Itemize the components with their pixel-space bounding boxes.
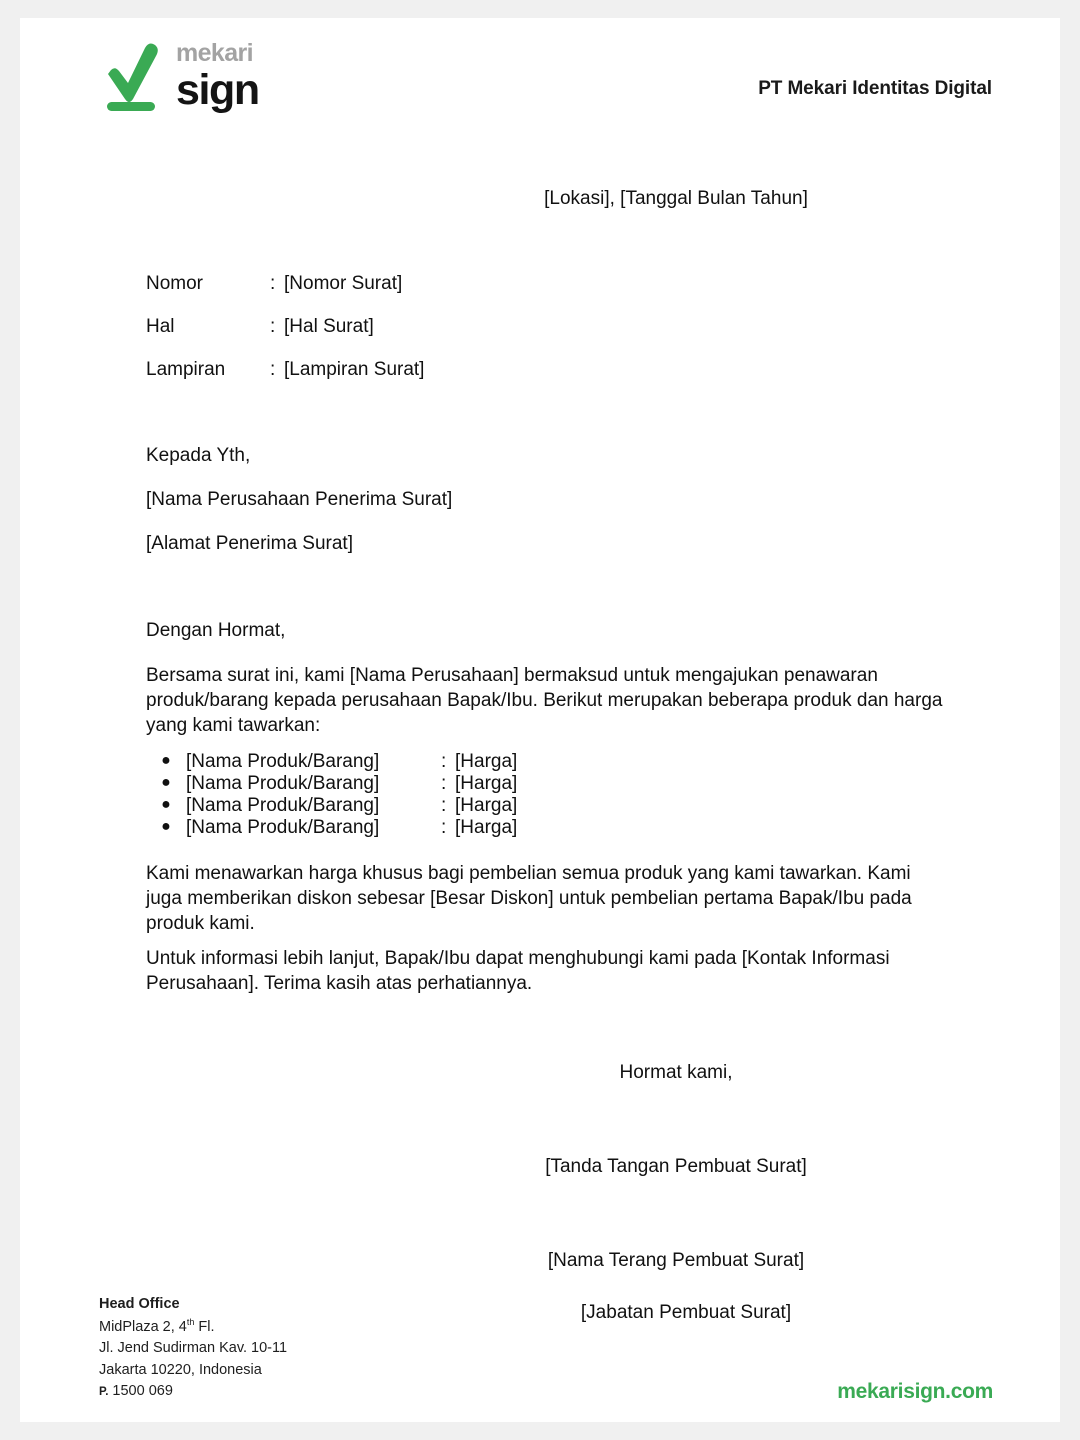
bullet-icon: ● — [161, 752, 171, 769]
address-line-1-post: Fl. — [194, 1318, 215, 1335]
letter-page — [20, 18, 1060, 1422]
signature-closing: Hormat kami, — [619, 1062, 733, 1083]
phone-prefix: P. — [99, 1386, 109, 1398]
list-item — [146, 751, 517, 773]
product-price: [Harga] — [455, 773, 518, 794]
logo-word-sign: sign — [176, 65, 259, 114]
paragraph-contact: Untuk informasi lebih lanjut, Bapak/Ibu dapat menghubungi kami pada [Kontak Informasi Perusahaan]. Terima kasih atas perhatiannya. — [146, 948, 890, 994]
signature-name: [Nama Terang Pembuat Surat] — [547, 1250, 805, 1271]
website-link[interactable]: mekarisign.com — [837, 1380, 993, 1403]
address-line-1 — [99, 1317, 287, 1339]
meta-row-nomor — [146, 273, 424, 316]
green-checkmark-icon — [100, 40, 162, 112]
product-name: [Nama Produk/Barang] — [186, 795, 380, 816]
recipient-address: [Alamat Penerima Surat] — [146, 533, 353, 554]
product-name: [Nama Produk/Barang] — [186, 817, 380, 838]
product-price: [Harga] — [455, 751, 518, 772]
product-price: [Harga] — [455, 795, 518, 816]
paragraph-discount: Kami menawarkan harga khusus bagi pembelian semua produk yang kami tawarkan. Kami juga memberikan diskon sebesar [Besar Diskon] untuk pembelian pertama Bapak/Ibu pada produk kami. — [146, 863, 912, 934]
address-line-1-ordinal: th — [186, 1316, 195, 1327]
product-name: [Nama Produk/Barang] — [186, 773, 380, 794]
list-item — [146, 817, 517, 839]
signature-title: [Jabatan Pembuat Surat] — [580, 1302, 792, 1323]
meta-row-lampiran — [146, 359, 424, 402]
head-office-address — [99, 1294, 287, 1404]
product-price: [Harga] — [455, 817, 518, 838]
meta-row-hal — [146, 316, 424, 359]
phone-line — [99, 1381, 287, 1404]
salutation: Dengan Hormat, — [146, 620, 286, 641]
list-item — [146, 795, 517, 817]
mekari-sign-logo — [100, 40, 259, 112]
address-line-3: Jakarta 10220, Indonesia — [99, 1361, 262, 1378]
date-line-text: [Lokasi], [Tanggal Bulan Tahun] — [544, 188, 808, 209]
recipient-greeting: Kepada Yth, — [146, 445, 251, 466]
recipient-company: [Nama Perusahaan Penerima Surat] — [146, 489, 453, 510]
logo-word-mekari: mekari — [176, 38, 254, 67]
bullet-icon: ● — [161, 818, 171, 835]
page-footer — [20, 1282, 1060, 1422]
meta-separator-hal: : — [270, 316, 276, 337]
meta-label-hal: Hal — [146, 316, 175, 337]
meta-label-lampiran: Lampiran — [146, 359, 226, 380]
address-line-2: Jl. Jend Sudirman Kav. 10-11 — [99, 1340, 288, 1356]
meta-value-nomor: [Nomor Surat] — [284, 273, 403, 294]
list-item — [146, 773, 517, 795]
paragraph-intro: Bersama surat ini, kami [Nama Perusahaan] bermaksud untuk mengajukan penawaran produk/barang kepada perusahaan Bapak/Ibu. Berikut merupakan beberapa produk dan harga yang kami tawarkan: — [146, 665, 943, 736]
product-name: [Nama Produk/Barang] — [186, 751, 380, 772]
bullet-icon: ● — [161, 774, 171, 791]
meta-separator-nomor: : — [270, 273, 276, 294]
product-separator: : — [441, 795, 447, 816]
meta-label-nomor: Nomor — [146, 273, 204, 294]
product-separator: : — [441, 751, 447, 772]
bullet-icon: ● — [161, 796, 171, 813]
product-separator: : — [441, 773, 447, 794]
letter-meta-block — [146, 273, 424, 402]
product-list — [146, 751, 517, 839]
signature-placeholder: [Tanda Tangan Pembuat Surat] — [545, 1156, 807, 1177]
meta-separator-lampiran: : — [270, 359, 276, 380]
logo-wordmark — [176, 38, 259, 114]
meta-value-lampiran: [Lampiran Surat] — [284, 359, 425, 380]
meta-value-hal: [Hal Surat] — [284, 316, 374, 337]
recipient-block — [146, 445, 452, 577]
address-line-1-pre: MidPlaza 2, 4 — [99, 1318, 187, 1335]
product-separator: : — [441, 817, 447, 838]
page-header — [20, 18, 1060, 138]
head-office-title: Head Office — [99, 1296, 180, 1312]
company-name: PT Mekari Identitas Digital — [758, 78, 992, 99]
phone-number: 1500 069 — [112, 1383, 173, 1399]
date-line — [20, 188, 1060, 210]
